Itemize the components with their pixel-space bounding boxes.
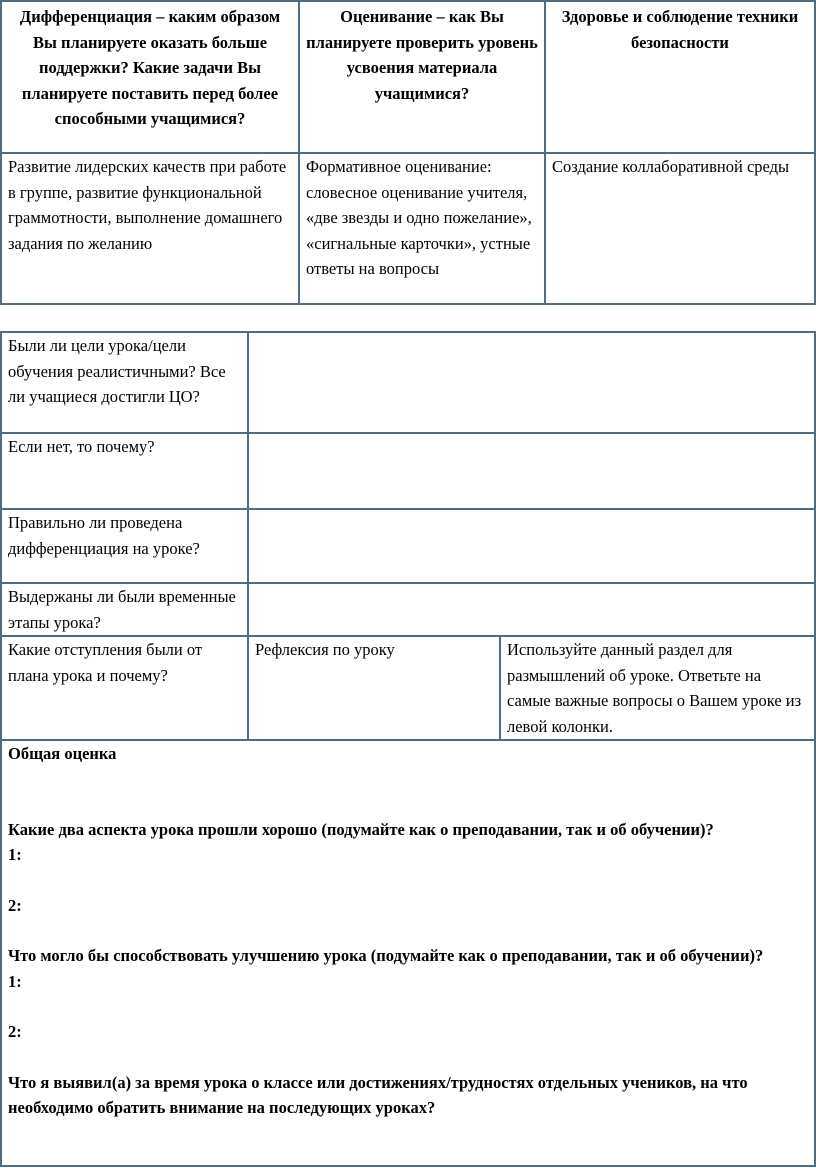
answer-differentiation [248,509,815,583]
summary-question-good: Какие два аспекта урока прошли хорошо (подумайте как о преподавании, так и об обучении)? [8,819,714,839]
reflection-row-why-not [1,433,815,509]
question-timing: Выдержаны ли были временные этапы урока? [1,583,248,636]
question-deviations: Какие отступления были от плана урока и почему? [1,636,248,740]
summary-improve-item-2: 2: [8,1022,22,1041]
answer-goals [248,332,815,433]
question-goals: Были ли цели урока/цели обучения реалистичными? Все ли учащиеся достигли ЦО? [1,332,248,433]
summary-title: Общая оценка [8,744,117,763]
summary-good-item-1: 1: [8,845,22,864]
question-differentiation: Правильно ли проведена дифференциация на уроке? [1,509,248,583]
summary-cell [1,740,815,1166]
header-safety: Здоровье и соблюдение техники безопасности [545,1,815,153]
planning-header-row [1,1,815,153]
cell-assessment: Формативное оценивание: словесное оценивание учителя, «две звезды и одно пожелание», «сигнальные карточки», устные ответы на вопросы [299,153,545,304]
reflection-table [0,331,816,1167]
summary-improve-item-1: 1: [8,971,22,991]
summary-question-improve: Что могло бы способствовать улучшению урока (подумайте как о преподавании, так и об обучении)? [8,946,764,965]
reflection-row-goals [1,332,815,433]
cell-differentiation: Развитие лидерских качеств при работе в группе, развитие функциональной граммотности, выполнение домашнего задания по желанию [1,153,299,304]
header-assessment: Оценивание – как Вы планируете проверить уровень усвоения материала учащимися? [299,1,545,153]
question-why-not: Если нет, то почему? [1,433,248,509]
reflection-label: Рефлексия по уроку [248,636,500,740]
planning-table [0,0,816,305]
reflection-row-differentiation [1,509,815,583]
summary-row [1,740,815,1166]
answer-why-not [248,433,815,509]
summary-question-learned: Что я выявил(а) за время урока о классе или достижениях/трудностях отдельных учеников, на что необходимо обратить внимание на последующих уроках? [8,1072,748,1117]
answer-timing [248,583,815,636]
header-differentiation: Дифференциация – каким образом Вы планируете оказать больше поддержки? Какие задачи Вы планируете поставить перед более способными учащимися? [1,1,299,153]
summary-good-item-2: 2: [8,895,22,915]
reflection-row-deviations [1,636,815,740]
planning-content-row [1,153,815,304]
reflection-row-timing [1,583,815,636]
cell-safety: Создание коллаборативной среды [545,153,815,304]
reflection-hint: Используйте данный раздел для размышлений об уроке. Ответьте на самые важные вопросы о Вашем уроке из левой колонки. [500,636,815,740]
